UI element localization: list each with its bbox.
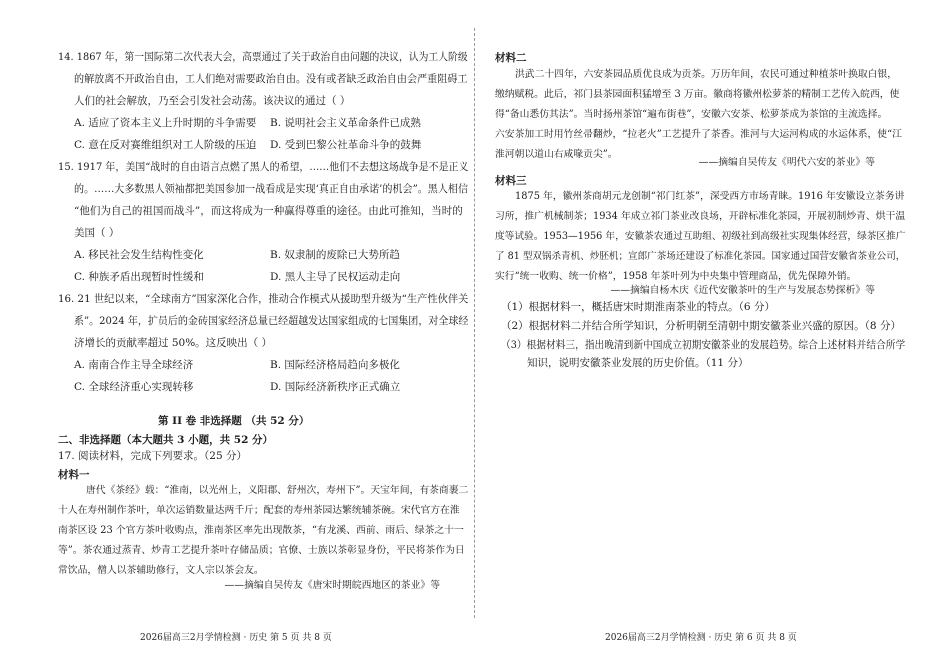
q14-line-2: 的解放离不开政治自由，工人们绝对需要政治自由。没有或者缺乏政治自由会严重阻碍工 [74, 73, 468, 85]
material-3-source: ——摘编自杨木庆《近代安徽茶叶的生产与发展态势探析》等 [610, 285, 875, 296]
material-2-line: 缴纳赋税。此后，祁门县茶园面积猛增至 3 万亩。徽商将徽州松萝茶的精制工艺传入皖西，使 [495, 89, 900, 100]
q14-option-c[interactable]: C. 意在反对赛维组织对工人阶级的压迫 [74, 139, 257, 151]
page-footer-left: 2026届高三2月学情检测 · 历史 第 5 页 共 8 页 [140, 633, 332, 643]
q14-option-d[interactable]: D. 受到巴黎公社革命斗争的鼓舞 [270, 139, 422, 151]
q15-line-1: 15. 1917 年，美国“战时的自由语言点燃了黑人的希望，……他们不去想这场战争是不是正义 [58, 161, 469, 173]
page-footer-right: 2026届高三2月学情检测 · 历史 第 6 页 共 8 页 [605, 633, 797, 643]
q14-line-3: 人们的社会解放，乃至会引发社会动荡。该决议的通过（ ） [74, 95, 351, 107]
requirement-1: （1）根据材料一，概括唐宋时期淮南茶业的特点。（6 分） [501, 301, 775, 313]
material-1-line: 常饮品，僧人以茶辅助修行，文人宗以茶会友。 [58, 565, 264, 576]
q15-line-4: 美国（ ） [74, 227, 120, 239]
q16-option-c[interactable]: C. 全球经济重心实现转移 [74, 381, 194, 393]
q16-option-a[interactable]: A. 南南合作主导全球经济 [74, 359, 194, 371]
q16-line-2: 系”。2024 年，扩员后的金砖国家经济总量已经超越发达国家组成的七国集团，对全球经 [74, 315, 469, 327]
q15-line-3: “他们为自己的祖国而战斗”，而这将成为一种赢得尊重的途径。由此可推知，当时的 [74, 205, 463, 217]
q14-option-b[interactable]: B. 说明社会主义革命条件已成熟 [270, 117, 421, 129]
q15-option-a[interactable]: A. 移民社会发生结构性变化 [74, 249, 204, 261]
requirement-2: （2）根据材料二并结合所学知识，分析明朝至清朝中期安徽茶业兴盛的原因。（8 分） [501, 320, 901, 332]
requirement-3: （3）根据材料三，指出晚清到新中国成立初期安徽茶业的发展趋势。综合上述材料并结合所学 [501, 339, 906, 351]
material-3-line: 了 81 型双锅杀青机、炒胚机；宣郎广茶场还建设了标准化茶园。国家通过国营安徽省茶业公司， [495, 251, 906, 262]
section-heading: 二、非选择题（本大题共 3 小题，共 52 分） [58, 434, 274, 446]
q16-option-b[interactable]: B. 国际经济格局趋向多极化 [270, 359, 400, 371]
q16-line-3: 济增长的贡献率超过 50%。这反映出（ ） [74, 337, 273, 349]
material-2-source: ——摘编自吴传友《明代六安的茶业》等 [698, 157, 875, 168]
q16-line-1: 16. 21 世纪以来，“全球南方”国家深化合作，推动合作模式从援助型升级为“生产性伙伴关 [58, 293, 469, 305]
material-3-line: 1875 年，徽州茶商胡元龙创制“祁门红茶”，深受西方市场青睐。1916 年安徽设立茶务讲 [515, 191, 905, 202]
material-2-line: 得“备山悉仿其法”。当时扬州茶馆“遍布街巷”，安徽六安茶、松萝茶成为茶馆的主流选择。 [495, 109, 888, 120]
material-1-label: 材料一 [58, 469, 90, 481]
material-1-line: 唐代《茶经》载：“淮南，以光州上，义阳郡、舒州次，寿州下”。天宝年间，有茶商裹二 [86, 485, 469, 496]
q15-line-2: 的。……大多数黑人领袖都把美国参加一战看成是实现‘真正自由承诺’的机会”。黑人相信 [74, 183, 469, 195]
section-title: 第 II 卷 非选择题 （共 52 分） [158, 415, 310, 427]
q15-option-c[interactable]: C. 种族矛盾出现暂时性缓和 [74, 271, 204, 283]
material-2-line: 淮河朝以道山右咸喙贡尖”。 [495, 149, 618, 160]
q14-option-a[interactable]: A. 适应了资本主义上升时期的斗争需要 [74, 117, 257, 129]
material-1-line: 南茶区设 23 个官方茶叶收购点，淮南茶区率先出现散茶，“有龙溪、西前、雨后、绿茶之十一 [58, 525, 464, 536]
q14-line-1: 14. 1867 年，第一国际第二次代表大会，高票通过了关于政治自由问题的决议，认为工人阶级 [58, 51, 468, 63]
q17-intro: 17. 阅读材料，完成下列要求。（25 分） [58, 450, 247, 462]
page-divider [474, 28, 475, 618]
material-3-line: 度等试验。1953—1956 年，安徽茶农通过互助组、初级社到高级社实现集体经营，绿茶区推广 [495, 231, 906, 242]
material-3-line: 实行“统一收购、统一价格”，1958 年茶叶列为中央集中管理商品，优先保障外销。 [495, 271, 857, 282]
material-1-source: ——摘编自吴传友《唐宋时期皖西地区的茶业》等 [224, 580, 440, 591]
material-2-line: 六安茶加工时用竹丝帚翻炒，“拉老火”工艺提升了茶香。淮河与大运河构成的水运体系，使“江 [495, 129, 902, 140]
material-3-line: 习所，推广机械制茶；1934 年成立祁门茶业改良场，开辟标准化茶园，开展初制炒青、烘干温 [495, 211, 906, 222]
material-3-label: 材料三 [495, 175, 527, 187]
material-1-line: 十人在寿州制作茶叶，单次运销数量达两千斤；配套的寿州茶园达繁统辅茶碗。宋代官方在淮 [58, 505, 460, 516]
requirement-3-continued: 知识，说明安徽茶业发展的历史价值。（11 分） [527, 357, 749, 369]
material-2-line: 洪武二十四年，六安茶园品质优良成为贡茶。万历年间，农民可通过种植茶叶换取白银， [515, 69, 898, 80]
q15-option-d[interactable]: D. 黑人主导了民权运动走向 [270, 271, 401, 283]
material-2-label: 材料二 [495, 52, 527, 64]
q15-option-b[interactable]: B. 奴隶制的废除已大势所趋 [270, 249, 400, 261]
material-1-line: 等”。茶农通过蒸青、炒青工艺提升茶叶存储品质；官僚、士族以茶彰显身份，平民将茶作为日 [58, 545, 465, 556]
q16-option-d[interactable]: D. 国际经济新秩序正式确立 [270, 381, 401, 393]
